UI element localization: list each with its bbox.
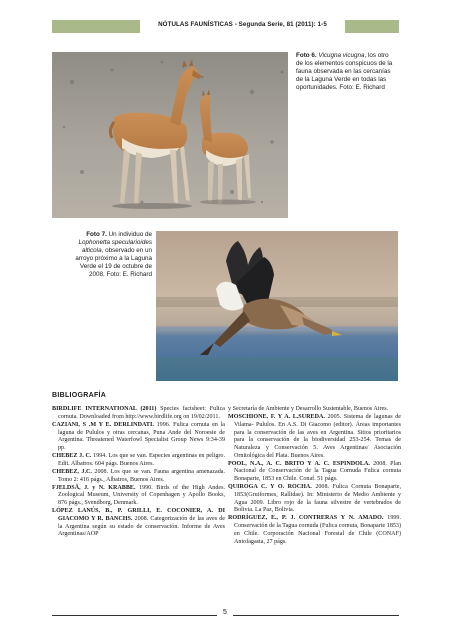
reference-entry	[228, 484, 401, 515]
caption-species: Vicugna vicugna	[318, 52, 365, 59]
reference-entry	[52, 406, 225, 421]
footer-rule-right	[233, 615, 399, 616]
reference-entry	[52, 453, 225, 468]
photo-vicunas	[52, 52, 288, 218]
caption-text-b: , observado en un arroyo próximo a la Laguna Verde el 19 de octubre de 2008. Foto: E. Richard	[75, 247, 152, 278]
reference-text: 1990. Birds of the High Andes. Zoological Museum, University of Copenhagen y Apollo Books, 876 págs., Svendborg, Denmark.	[58, 484, 225, 506]
reference-entry	[228, 414, 401, 460]
reference-text: 1996. Fulica cornuta en la laguna de Pululos y otras cercanas, Puna Ande del Noroeste de Argentina. Threatened Waterfowl Specialist Group News 9:34-39 pp.	[58, 421, 225, 451]
bibliography-heading: BIBLIOGRAFÍA	[52, 392, 107, 399]
reference-text: 1999. Conservación de la Tagua cornuda (Fulica cornuta, Bonaparte 1853) en Chile. Corporación Nacional Forestal de Chile (CONAF) Antofagasta, 27 págs.	[234, 515, 401, 545]
reference-text: 2008. Los que se van. Fauna argentina amenazada. Tomo 2: 416 págs., Albatros, Buenos Aires.	[58, 468, 225, 483]
bibliography-column-left	[52, 406, 225, 539]
reference-entry	[52, 508, 225, 539]
photo-flying-duck	[156, 231, 398, 381]
reference-text: Species factsheet: Fulica cornuta. Downloaded from http://www.birdlife.org on 19/02/2011.	[58, 406, 225, 420]
caption-text-a: Un individuo de	[106, 231, 152, 238]
reference-authors: BIRDLIFE INTERNATIONAL (2011)	[52, 406, 157, 412]
reference-authors: QUIROGA C. Y O. ROCHA.	[228, 484, 312, 491]
caption-photo-6	[296, 52, 396, 92]
caption-text: , los otro de los elementos conspicuos de la fauna observada en las cercanías de la Laguna Verde en todas las oportunidades. Foto: E. Richard	[296, 52, 393, 91]
reference-text: 2008. Fulica Cornuta Bonaparte, 1853(Gruiformes, Rallidae). In: Ministerio de Medio Ambiente y Agua 2009. Libro rojo de la fauna silvestre de vertebrados de Bolivia. La Paz, Bolivia.	[234, 484, 401, 514]
bibliography-column-right	[228, 406, 401, 547]
caption-label: Foto 6.	[296, 52, 317, 59]
caption-photo-7	[68, 231, 152, 279]
running-title: NÓTULAS FAUNÍSTICAS - Segunda Serie, 81 (2011): 1-5	[158, 21, 327, 28]
footer-rule-left	[52, 615, 217, 616]
reference-text: y Secretaría de Ambiente y Desarrollo Sustentable, Buenos Aires.	[228, 406, 389, 412]
reference-entry	[52, 422, 225, 453]
reference-text: 1994. Los que se van. Especies argentinas en peligro. Edit. Albatros. 604 págs. Buenos Aires.	[58, 453, 225, 467]
reference-authors: CAZIANI, S .M Y E. DERLINDATI.	[52, 421, 154, 428]
reference-authors: RODRÍGUEZ, E., P. J. CONTRERAS Y N. AMADO.	[228, 515, 384, 522]
header-bar-left	[52, 20, 140, 33]
reference-authors: MOSCHIONE, F. Y A. L.SUREDA.	[228, 414, 325, 421]
reference-text: 2008. Categorización de las aves de la Argentina según su estado de conservación. Informe de Aves Argentinas/AOP	[58, 515, 225, 538]
reference-authors: CHEBEZ J. C.	[52, 453, 92, 459]
page-number: 5	[223, 609, 227, 616]
header-bar-right	[345, 20, 399, 33]
reference-authors: LÓPEZ LANÚS, B., P. GRILLI, E. COCONIER, A. DI GIACOMO Y R. BANCHS.	[52, 508, 225, 522]
caption-species: Lophonetta specularioides alticola	[78, 239, 152, 254]
reference-entry	[228, 515, 401, 546]
reference-authors: POOL, N.A., A. C. BRITO Y A. C. ESPINDOLA.	[228, 460, 370, 467]
reference-authors: CHEBEZ, J.C.	[52, 468, 92, 475]
reference-entry	[52, 485, 225, 508]
running-header	[52, 20, 399, 33]
reference-text: 2008. Plan Nacional de Conservación de la Tagua Cornuda Fulica cornuta Bonaparte, 1853 en Chile. Conaf. 51 págs.	[234, 460, 401, 483]
reference-entry	[52, 469, 225, 484]
reference-text: 2005. Sistema de lagunas de Vilama- Pululos. En A.S. Di Giacomo (editor). Áreas importantes para la conservación de las aves en Argentina. Sitios prioritarios para la conservación de la biodiversidad 253-254. Temas de Naturaleza y Conservación 5. Aves Argentinas/ Asociación Ornitológica del Plata. Buenos Aires.	[234, 414, 401, 459]
caption-label: Foto 7.	[86, 231, 107, 238]
reference-entry	[228, 461, 401, 484]
reference-authors: FJELDSÅ, J. y N. KRABBE.	[52, 484, 136, 491]
reference-entry	[228, 406, 401, 414]
